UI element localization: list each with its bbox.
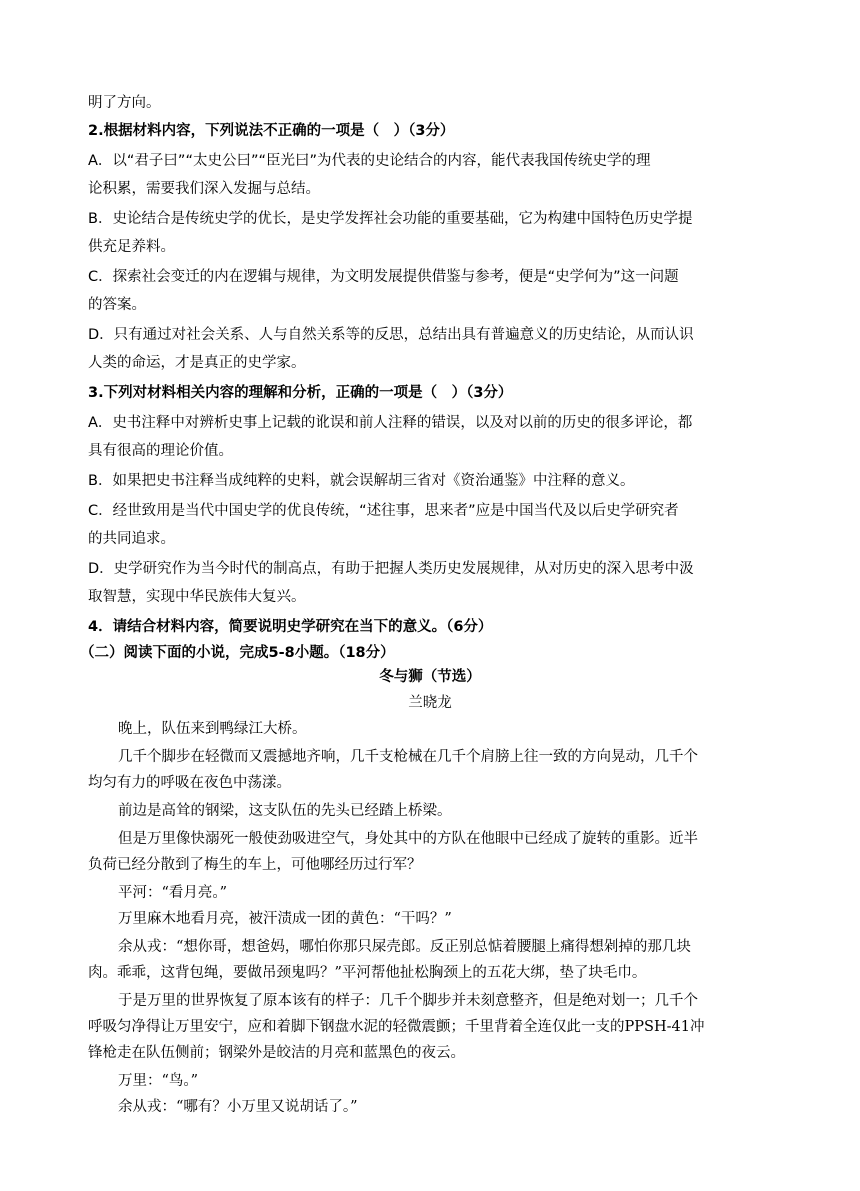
question-2-option-a-cont: 论积累，需要我们深入发掘与总结。: [88, 181, 320, 197]
story-paragraph: 万里麻木地看月亮，被汗渍成一团的黄色：“干吗？”: [118, 911, 452, 927]
story-paragraph-cont: 负荷已经分散到了梅生的车上，可他哪经历过行军？: [88, 857, 422, 873]
question-2-option-d: D．只有通过对社会关系、人与自然关系等的反思，总结出具有普遍意义的历史结论，从而认识: [88, 327, 694, 343]
question-2-option-b: B．史论结合是传统史学的优长，是史学发挥社会功能的重要基础，它为构建中国特色历史学提: [88, 211, 693, 227]
story-paragraph-cont: 肉。乖乖，这背包绳，要做吊颈鬼吗？”平河帮他扯松胸颈上的五花大绑，垫了块毛巾。: [88, 965, 647, 981]
question-2-option-d-cont: 人类的命运，才是真正的史学家。: [88, 355, 306, 371]
question-2-stem: 2.根据材料内容，下列说法不正确的一项是（ ）（3分）: [88, 123, 455, 139]
question-2-option-c: C．探索社会变迁的内在逻辑与规律，为文明发展提供借鉴与参考，便是“史学何为”这一问题: [88, 269, 679, 285]
question-3-option-b: B．如果把史书注释当成纯粹的史料，就会误解胡三省对《资治通鉴》中注释的意义。: [88, 473, 635, 489]
story-author: 兰晓龙: [408, 695, 452, 711]
question-3-option-a-cont: 具有很高的理论价值。: [88, 443, 233, 459]
question-2-option-b-cont: 供充足养料。: [88, 239, 175, 255]
story-paragraph: 于是万里的世界恢复了原本该有的样子：几千个脚步并未刻意整齐，但是绝对划一；几千个: [118, 993, 698, 1009]
story-paragraph: 万里：“鸟。”: [118, 1073, 199, 1089]
story-paragraph: 平河：“看月亮。”: [118, 885, 228, 901]
section-2-heading: （二）阅读下面的小说，完成5-8小题。（18分）: [80, 645, 395, 661]
question-3-option-d: D．史学研究作为当今时代的制高点，有助于把握人类历史发展规律，从对历史的深入思考中汲: [88, 561, 694, 577]
question-3-option-c-cont: 的共同追求。: [88, 531, 175, 547]
story-paragraph-cont: 均匀有力的呼吸在夜色中荡漾。: [88, 775, 291, 791]
question-3-option-c: C．经世致用是当代中国史学的优良传统，“述往事，思来者”应是中国当代及以后史学研究者: [88, 503, 679, 519]
story-paragraph: 晚上，队伍来到鸭绿江大桥。: [118, 721, 307, 737]
story-paragraph-cont: 锋枪走在队伍侧前；钢梁外是皎洁的月亮和蓝黑色的夜云。: [88, 1045, 465, 1061]
story-paragraph: 余从戎：“哪有？小万里又说胡话了。”: [118, 1099, 358, 1115]
story-paragraph: 几千个脚步在轻微而又震撼地齐响，几千支枪械在几千个肩膀上往一致的方向晃动，几千个: [118, 749, 698, 765]
question-3-option-d-cont: 取智慧，实现中华民族伟大复兴。: [88, 589, 306, 605]
story-paragraph: 但是万里像快溺死一般使劲吸进空气，身处其中的方队在他眼中已经成了旋转的重影。近半: [118, 831, 698, 847]
story-title: 冬与狮（节选）: [379, 668, 481, 685]
story-paragraph-cont: 呼吸匀净得让万里安宁，应和着脚下钢盘水泥的轻微震颤；千里背着全连仅此一支的PPSH-41冲: [88, 1019, 705, 1035]
question-4-stem: 4．请结合材料内容，简要说明史学研究在当下的意义。（6分）: [88, 619, 493, 635]
continuation-line: 明了方向。: [88, 95, 161, 111]
story-paragraph: 前边是高耸的钢梁，这支队伍的先头已经踏上桥梁。: [118, 803, 452, 819]
question-3-option-a: A．史书注释中对辨析史事上记载的讹误和前人注释的错误，以及对以前的历史的很多评论，都: [88, 415, 693, 431]
question-2-option-c-cont: 的答案。: [88, 297, 146, 313]
question-3-stem: 3.下列对材料相关内容的理解和分析，正确的一项是（ ）（3分）: [88, 385, 513, 401]
question-2-option-a: A．以“君子曰”“太史公曰”“臣光曰”为代表的史论结合的内容，能代表我国传统史学的理: [88, 153, 651, 169]
story-paragraph: 余从戎：“想你哥，想爸妈，哪怕你那只屎壳郎。反正别总惦着腰腿上痛得想剁掉的那几块: [118, 939, 691, 955]
